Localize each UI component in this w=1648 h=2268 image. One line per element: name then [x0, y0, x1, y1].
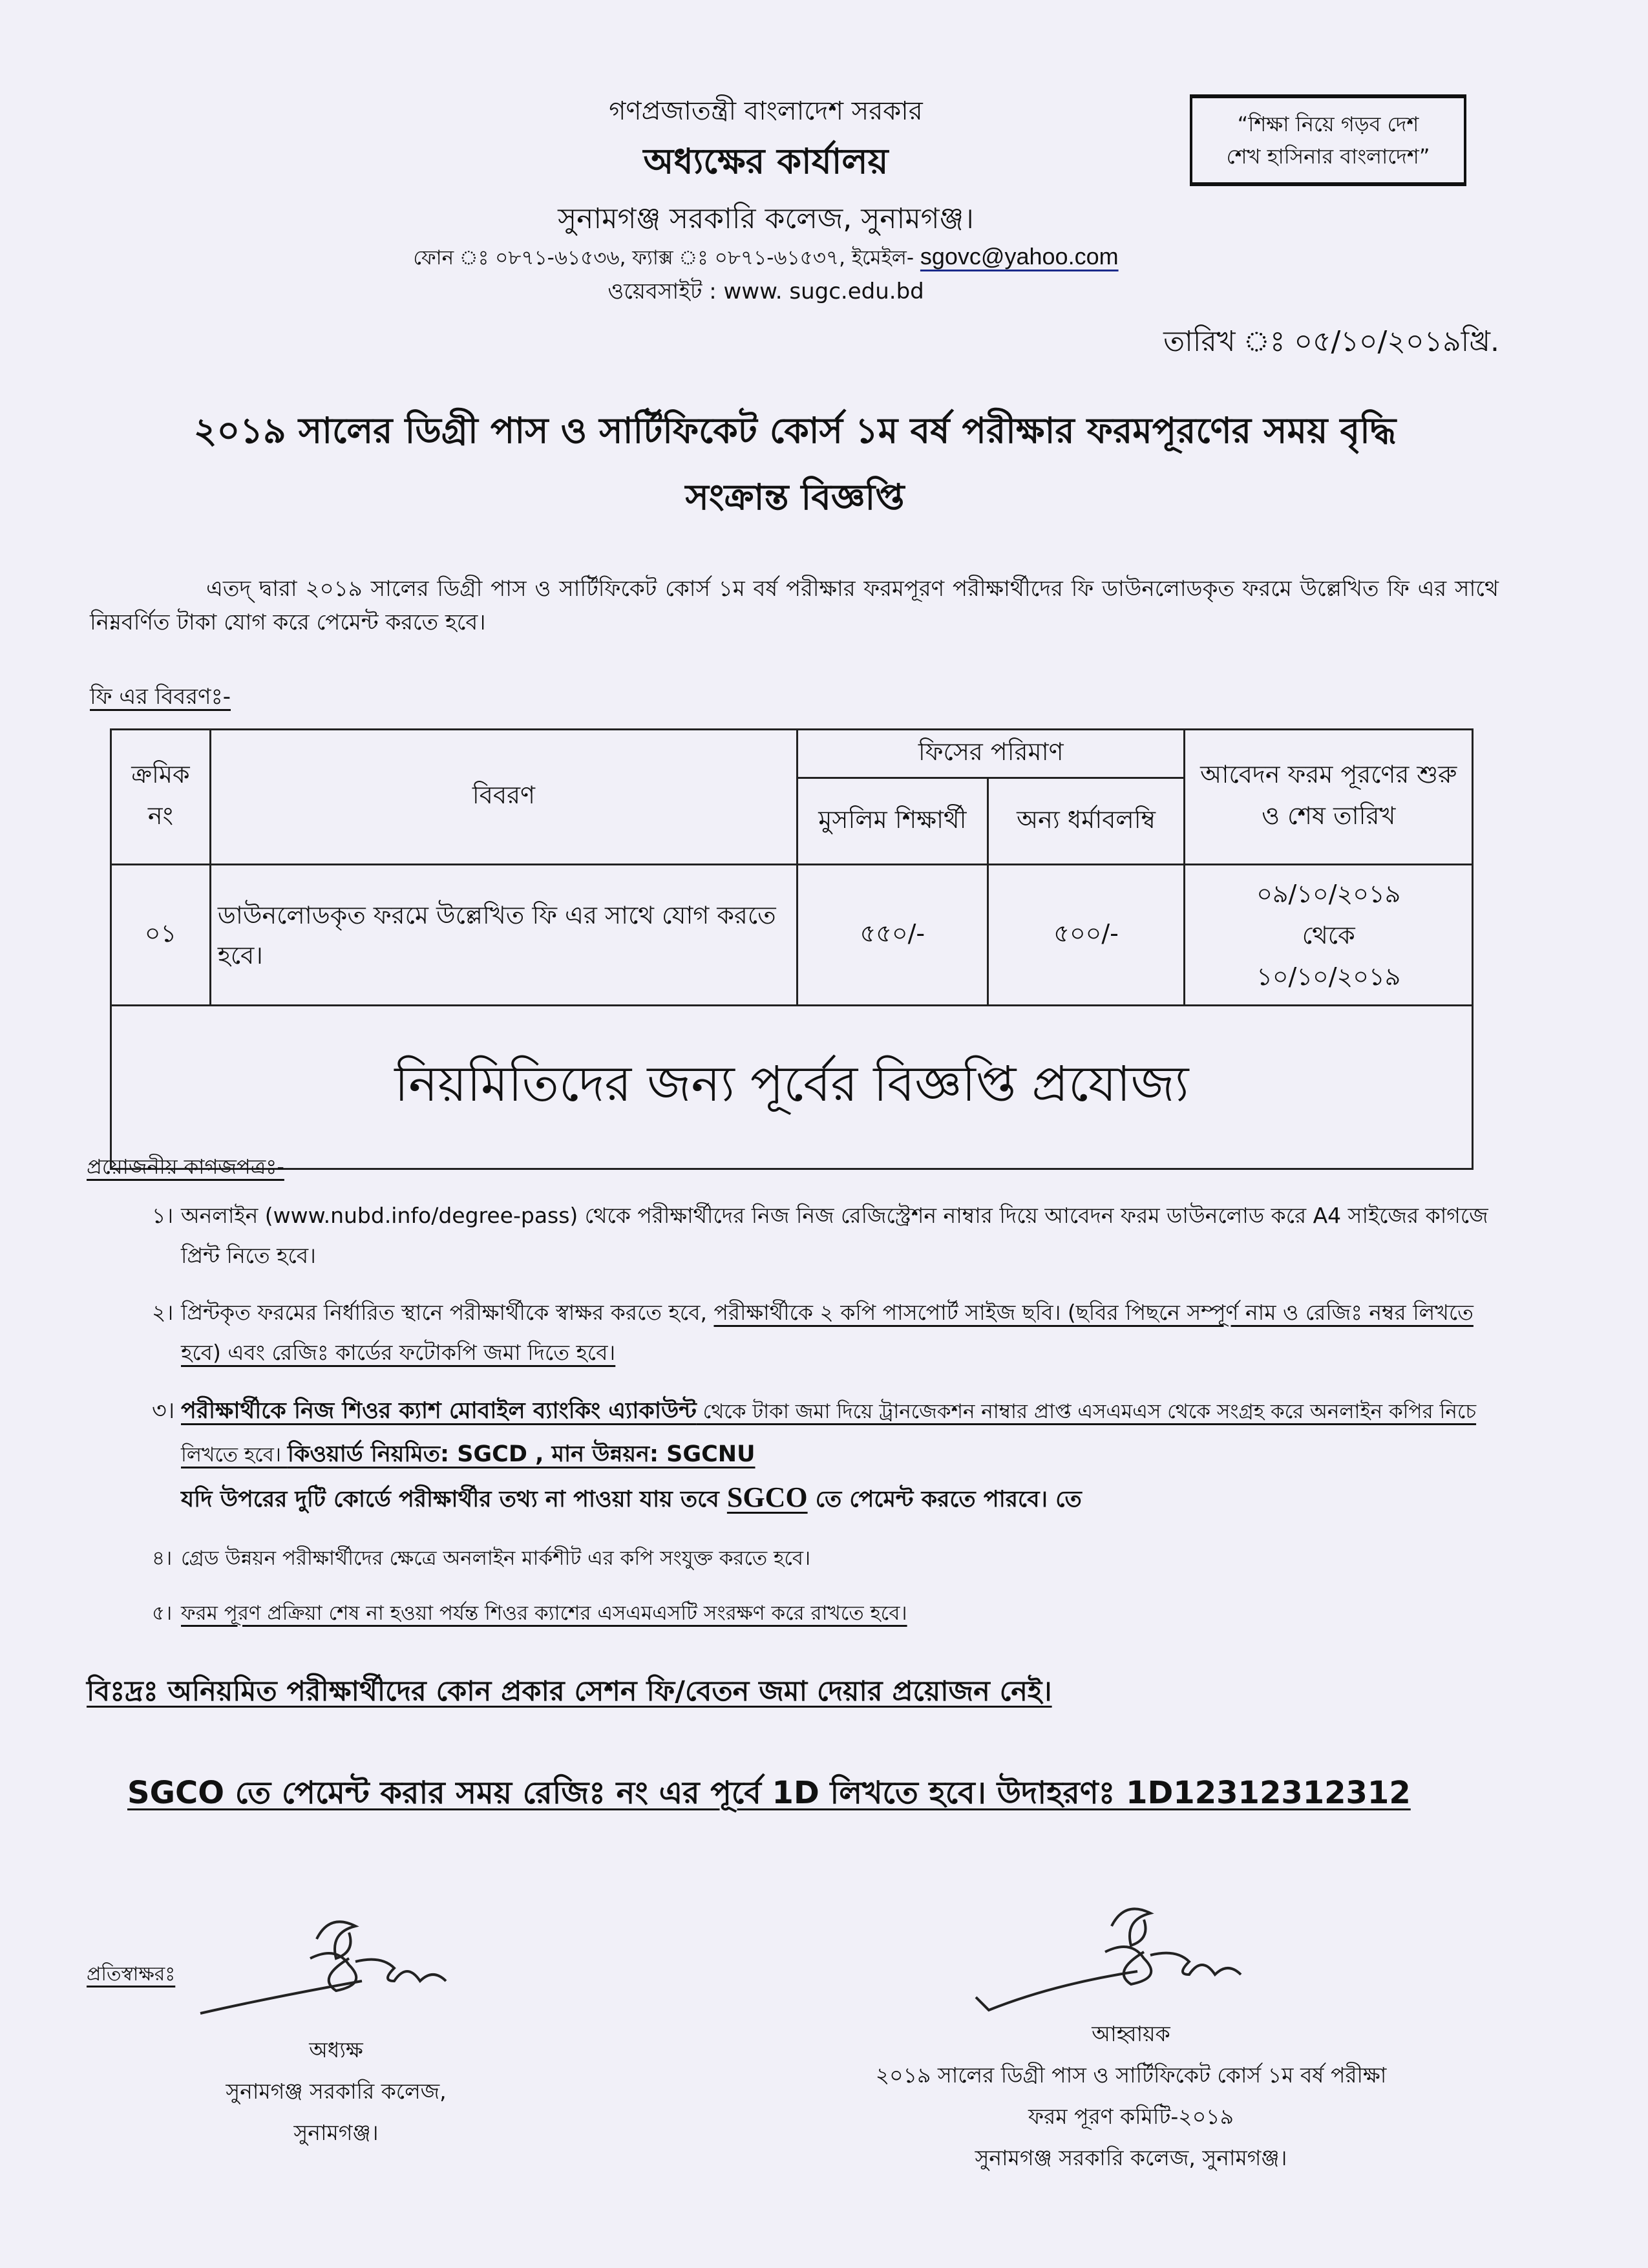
doc-item-3 [152, 1390, 1499, 1521]
col-description: বিবরণ [210, 730, 797, 865]
principal-block [142, 2030, 530, 2154]
table-row [111, 865, 1473, 1006]
item-text-underlined: পরীক্ষার্থীকে ২ কপি পাসপোর্ট সাইজ ছবি। (ছবির পিছনে সম্পূর্ণ নাম ও রেজিঃ নম্বর লিখতে হবে) এবং রেজিঃ কার্ডের ফটোকপি জমা দিতে হবে। [181, 1300, 1474, 1365]
item-text: গ্রেড উন্নয়ন পরীক্ষার্থীদের ক্ষেত্রে অনলাইন মার্কশীট এর কপি সংযুক্ত করতে হবে। [181, 1547, 811, 1570]
cell-muslim-fee: ৫৫০/- [798, 865, 988, 1006]
item-number: ৫। [152, 1602, 173, 1625]
contact-line [0, 242, 1532, 276]
item-text-underlined: থেকে টাকা জমা দিয়ে ট্রানজেকশন নাম্বার প্রাপ্ত এসএমএস থেকে সংগ্রহ করে অনলাইন কপির নিচে লিখতে হবে। [181, 1400, 1477, 1467]
sgco-note: SGCO তে পেমেন্ট করার সময় রেজিঃ নং এর পূর্বে 1D লিখতে হবে। উদাহরণঃ 1D12312312312 [127, 1775, 1411, 1811]
item-number: ৩। [152, 1398, 175, 1424]
fee-table [110, 728, 1474, 1170]
countersign-label: প্রতিস্বাক্ষরঃ [87, 1963, 176, 1986]
doc-item-2 [152, 1293, 1499, 1373]
item-number: ১। [152, 1203, 174, 1228]
office-name: অধ্যক্ষের কার্যালয় [643, 141, 889, 182]
docs-heading: প্রয়োজনীয় কাগজপত্রঃ- [87, 1154, 284, 1179]
keyword-text: কিওয়ার্ড নিয়মিত: SGCD , মান উন্নয়ন: SGCNU [287, 1441, 755, 1467]
convener-exam: ২০১৯ সালের ডিগ্রী পাস ও সার্টিফিকেট কোর্স ১ম বর্ষ পরীক্ষা [875, 2062, 1387, 2088]
col-muslim: মুসলিম শিক্ষার্থী [798, 778, 988, 865]
doc-item-5 [152, 1593, 1499, 1633]
fee-heading: ফি এর বিবরণঃ- [90, 684, 231, 710]
notice-title-line2: সংক্রান্ত বিজ্ঞপ্তি [685, 476, 905, 518]
intro-paragraph: এতদ্ দ্বারা ২০১৯ সালের ডিগ্রী পাস ও সার্টিফিকেট কোর্স ১ম বর্ষ পরীক্ষার ফরমপূরণ পরীক্ষার্থীদের ফি ডাউনলোডকৃত ফরমে উল্লেখিত ফি এর সাথে নিম্নবর্ণিত টাকা যোগ করে পেমেন্ট করতে হবে। [90, 576, 1499, 635]
cell-other-fee: ৫০০/- [988, 865, 1185, 1006]
principal-title: অধ্যক্ষ [309, 2037, 363, 2062]
item-number: ২। [152, 1300, 174, 1325]
item-text-underlined: পরীক্ষার্থীকে নিজ শিওর ক্যাশ মোবাইল ব্যাংকিং এ্যাকাউন্ট [181, 1398, 697, 1424]
college-name: সুনামগঞ্জ সরকারি কলেজ, সুনামগঞ্জ। [558, 202, 974, 235]
item-text-underlined: ফরম পূরণ প্রক্রিয়া শেষ না হওয়া পর্যন্ত শিওর ক্যাশের এসএমএসটি সংরক্ষণ করে রাখতে হবে। [181, 1602, 907, 1625]
motto-line: শেখ হাসিনার বাংলাদেশ” [1226, 144, 1430, 169]
col-serial: ক্রমিক নং [111, 730, 211, 865]
item-number: ৪। [152, 1547, 173, 1570]
col-other: অন্য ধর্মাবলম্বি [988, 778, 1185, 865]
note: বিঃদ্রঃ অনিয়মিত পরীক্ষার্থীদের কোন প্রকার সেশন ফি/বেতন জমা দেয়ার প্রয়োজন নেই। [87, 1675, 1052, 1708]
cell-dates [1185, 865, 1473, 1006]
convener-college: সুনামগঞ্জ সরকারি কলেজ, সুনামগঞ্জ। [975, 2145, 1287, 2170]
principal-district: সুনামগঞ্জ। [293, 2120, 379, 2145]
principal-college: সুনামগঞ্জ সরকারি কলেজ, [226, 2079, 447, 2104]
date-end: ১০/১০/২০১৯ [1256, 962, 1401, 991]
col-dates: আবেদন ফরম পূরণের শুরু ও শেষ তারিখ [1185, 730, 1473, 865]
regular-students-notice: নিয়মিতিদের জন্য পূর্বের বিজ্ঞপ্তি প্রযোজ্য [111, 1006, 1473, 1169]
doc-item-4 [152, 1538, 1499, 1578]
sgco-code: SGCO [726, 1481, 808, 1513]
date-start: ০৯/১০/২০১৯ [1256, 879, 1401, 908]
motto-line: “শিক্ষা নিয়ে গড়ব দেশ [1237, 112, 1419, 136]
notice-title: ২০১৯ সালের ডিগ্রী পাস ও সার্টিফিকেট কোর্স ১ম বর্ষ পরীক্ষার ফরমপূরণের সময় বৃদ্ধি [193, 410, 1397, 451]
col-fee-amount: ফিসের পরিমাণ [798, 730, 1185, 778]
email-link[interactable]: sgovc@yahoo.com [920, 243, 1119, 270]
website: ওয়েবসাইট : www. sugc.edu.bd [607, 279, 924, 304]
item-text: অনলাইন (www.nubd.info/degree-pass) থেকে পরীক্ষার্থীদের নিজ নিজ রেজিস্ট্রেশন নাম্বার দিয়ে আবেদন ফরম ডাউনলোড করে A4 সাইজের কাগজে প্রিন্ট নিতে হবে। [181, 1203, 1488, 1268]
date-mid: থেকে [1302, 920, 1355, 949]
cell-serial: ০১ [111, 865, 211, 1006]
cell-description: ডাউনলোডকৃত ফরমে উল্লেখিত ফি এর সাথে যোগ করতে হবে। [210, 865, 797, 1006]
convener-committee: ফরম পূরণ কমিটি-২০১৯ [1028, 2104, 1234, 2129]
item-text: প্রিন্টকৃত ফরমের নির্ধারিত স্থানে পরীক্ষার্থীকে স্বাক্ষর করতে হবে, [181, 1300, 714, 1325]
govt-name: গণপ্রজাতন্ত্রী বাংলাদেশ সরকার [609, 96, 923, 126]
notice-date: তারিখ ঃ ০৫/১০/২০১৯খ্রি. [1163, 325, 1499, 358]
convener-block [840, 2013, 1422, 2179]
item-text: তে পেমেন্ট করতে পারবে। তে [807, 1487, 1082, 1512]
contact-text: ফোন ঃ ০৮৭১-৬১৫৩৬, ফ্যাক্স ঃ ০৮৭১-৬১৫৩৭, ইমেইল- [413, 246, 920, 270]
item-text: যদি উপরের দুটি কোর্ডে পরীক্ষার্থীর তথ্য না পাওয়া যায় তবে [181, 1487, 727, 1512]
convener-title: আহ্বায়ক [1092, 2021, 1170, 2046]
doc-item-1 [152, 1196, 1499, 1276]
convener-signature [969, 1887, 1280, 2030]
motto-box [1190, 94, 1466, 186]
principal-signature [194, 1900, 504, 2030]
